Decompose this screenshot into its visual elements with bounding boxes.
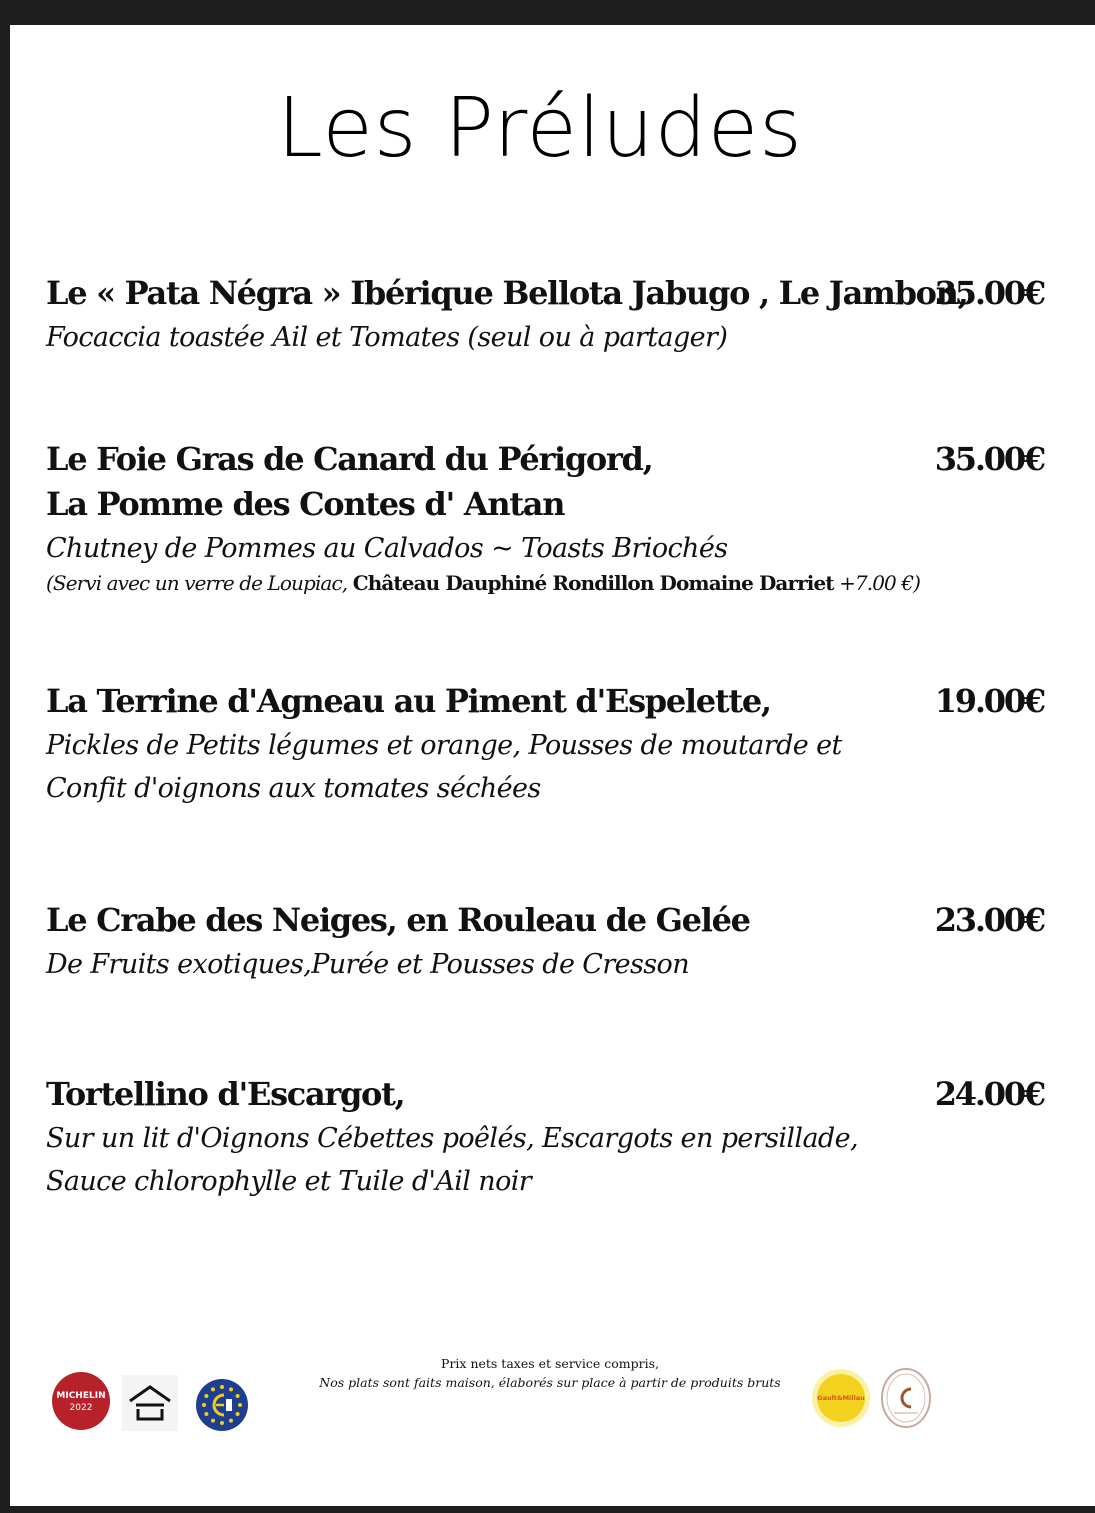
menu-page: [10, 25, 1095, 1506]
eu-stars-icon: [194, 1377, 250, 1433]
house-icon: [122, 1375, 178, 1431]
michelin-year: 2022: [69, 1403, 93, 1413]
michelin-disc: [52, 1372, 110, 1430]
dish-price: 35.00€: [934, 440, 1044, 478]
dish-pata-negra: [46, 271, 1046, 359]
note-suffix: +7.00 €): [833, 571, 921, 595]
dish-description-line-2: Confit d'oignons aux tomates séchées: [46, 773, 541, 804]
dish-name-line-2: La Pomme des Contes d' Antan: [46, 485, 565, 523]
dish-description: Sur un lit d'Oignons Cébettes poêlés, Escargots en persillade,: [46, 1123, 858, 1154]
wine-pairing-note: [46, 570, 1046, 596]
dish-description: Pickles de Petits légumes et orange, Pousses de moutarde et: [46, 730, 842, 761]
page-title: Les Préludes: [277, 81, 803, 176]
dish-name: Tortellino d'Escargot,: [46, 1075, 405, 1113]
michelin-brand: MICHELIN: [56, 1391, 106, 1401]
dish-foie-gras: [46, 437, 1046, 596]
dish-terrine-agneau: [46, 679, 1046, 810]
dish-price: 35.00€: [934, 274, 1044, 312]
dish-description-line-2: Sauce chlorophylle et Tuile d'Ail noir: [46, 1166, 532, 1197]
footer-notice: [270, 1354, 830, 1392]
footer-line-2: Nos plats sont faits maison, élaborés sur place à partir de produits bruts: [319, 1375, 781, 1390]
dish-price: 23.00€: [934, 901, 1044, 939]
dish-description: Focaccia toastée Ail et Tomates (seul ou à partager): [46, 322, 728, 353]
note-prefix: (Servi avec un verre de Loupiac,: [46, 571, 353, 595]
dish-description: Chutney de Pommes au Calvados ~ Toasts Briochés: [46, 533, 728, 564]
footer-line-1: Prix nets taxes et service compris,: [441, 1356, 659, 1371]
gault-millau-badge-icon: [810, 1367, 872, 1429]
gault-millau-text: Gault&Millau: [817, 1394, 865, 1402]
note-wine: Château Dauphiné Rondillon Domaine Darriet: [352, 571, 834, 595]
dish-name: Le Crabe des Neiges, en Rouleau de Gelée: [46, 901, 750, 939]
collection-seal-icon: [880, 1367, 932, 1429]
dish-tortellino-escargot: [46, 1072, 1046, 1203]
michelin-badge-icon: [50, 1370, 112, 1432]
dish-crabe-neiges: [46, 898, 1046, 986]
dish-name: La Terrine d'Agneau au Piment d'Espelette,: [46, 682, 771, 720]
dish-price: 19.00€: [934, 682, 1044, 720]
dish-name: Le Foie Gras de Canard du Périgord,: [46, 440, 653, 478]
dish-price: 24.00€: [934, 1075, 1044, 1113]
dish-name: Le « Pata Négra » Ibérique Bellota Jabugo , Le Jambon,: [46, 274, 968, 312]
dish-description: De Fruits exotiques,Purée et Pousses de Cresson: [46, 949, 690, 980]
